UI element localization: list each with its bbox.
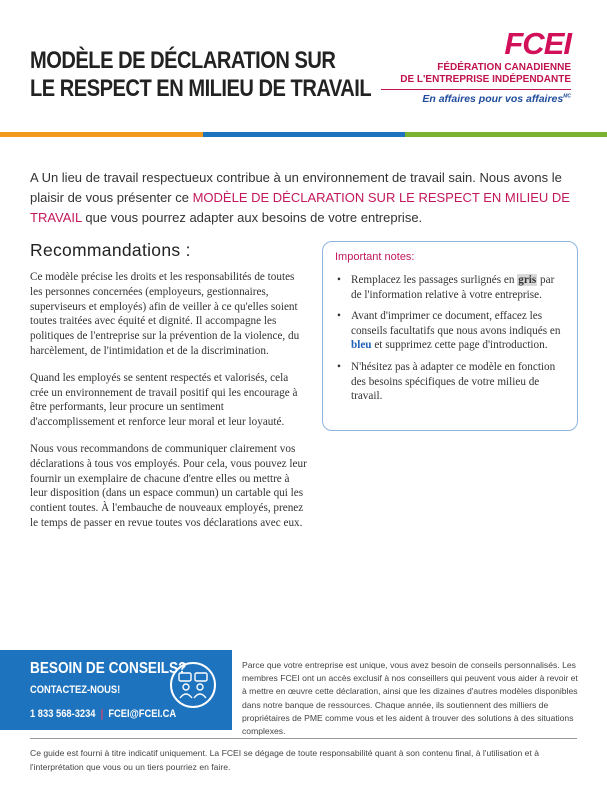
banner-subtitle: CONTACTEZ-NOUS! bbox=[30, 684, 121, 696]
advice-banner bbox=[0, 650, 232, 730]
page-title-line-1: MODÈLE DE DÉCLARATION SUR bbox=[30, 47, 336, 74]
note-item-3 bbox=[335, 360, 565, 404]
intro-text: A Un lieu de travail respectueux contribue à un environnement de travail sain. Nous avons le plaisir de vous présenter ce bbox=[30, 170, 562, 205]
logo-org-line-1: FÉDÉRATION CANADIENNE bbox=[437, 62, 571, 73]
advisor-chat-icon bbox=[170, 662, 216, 708]
contact-separator: | bbox=[100, 708, 104, 720]
intro-paragraph bbox=[30, 168, 570, 228]
logo-trademark: MC bbox=[563, 93, 571, 100]
logo-tagline-text: En affaires pour vos affaires bbox=[422, 93, 564, 105]
logo-org-name bbox=[371, 62, 571, 86]
note-1-text: Remplacez les passages surlignés en bbox=[351, 274, 518, 286]
stripe-blue bbox=[203, 132, 405, 137]
note-2-highlight: bleu bbox=[351, 339, 372, 352]
banner-contact bbox=[30, 708, 176, 720]
note-1-text-end: par de l'information relative à votre entreprise. bbox=[351, 274, 555, 301]
note-1-highlight: gris bbox=[518, 274, 537, 286]
note-item-1 bbox=[335, 273, 565, 302]
stripe-orange bbox=[0, 132, 203, 137]
note-2-text: Avant d'imprimer ce document, effacez les conseils facultatifs que nous avons indiqués en bbox=[351, 310, 561, 337]
stripe-green bbox=[405, 132, 607, 137]
note-item-2 bbox=[335, 309, 565, 353]
bullet-icon: • bbox=[337, 310, 341, 323]
banner-title: BESOIN DE CONSEILS? bbox=[30, 660, 187, 677]
intro-text-end: que vous pourrez adapter aux besoins de votre entreprise. bbox=[81, 210, 423, 225]
bullet-icon: • bbox=[337, 360, 341, 373]
recommendation-paragraph-3: Nous vous recommandons de communiquer clairement vos déclarations à tous vos employés. Pour cela, vous pouvez leur fournir un exemplaire de chacune d'entre elles ou mettre à leur disposition (dans un espace commun) un cartable qui les contient toutes. À l'embauche de nouveaux employés, prenez le temps de passer en revue toutes vos déclarations avec eux. bbox=[30, 442, 307, 529]
intro-highlight: MODÈLE DE DÉCLARATION SUR LE RESPECT EN MILIEU DE TRAVAIL bbox=[30, 190, 570, 225]
notes-list bbox=[335, 273, 565, 404]
logo-org-line-2: DE L'ENTREPRISE INDÉPENDANTE bbox=[400, 74, 571, 85]
important-notes-box bbox=[322, 241, 578, 431]
email-link[interactable]: FCEI@FCEI.CA bbox=[108, 708, 177, 720]
logo-tagline bbox=[371, 93, 571, 105]
page-title bbox=[30, 47, 374, 103]
recommendation-paragraph-2: Quand les employés se sentent respectés et valorisés, cela crée un environnement de travail positif qui les encourage à être performants, leur procure un sentiment d'accomplissement et renforce leur moral et leur loyauté. bbox=[30, 371, 298, 429]
notes-title: Important notes: bbox=[335, 251, 415, 263]
logo-divider bbox=[381, 89, 571, 90]
note-2-text-end: et supprimez cette page d'introduction. bbox=[371, 339, 548, 352]
footer-divider bbox=[30, 738, 577, 739]
footer-disclaimer: Ce guide est fourni à titre indicatif uniquement. La FCEI se dégage de toute responsabilité quant à son contenu final, à l'utilisation et à l'interprétation que vous ou un tiers pourriez en faire. bbox=[30, 748, 539, 772]
logo-mark: FCEI bbox=[504, 26, 571, 61]
bullet-icon: • bbox=[337, 274, 341, 286]
advisor-chat-icon-svg bbox=[172, 664, 214, 706]
fcei-logo bbox=[371, 28, 571, 105]
banner-description: Parce que votre entreprise est unique, vous avez besoin de conseils personnalisés. Les membres FCEI ont un accès exclusif à nos conseillers qui peuvent vous aider à revoir et à mettre en œuvre cette déclaration, ainsi que les dizaines d'autres modèles disponibles dans notre banque de ressources. Chaque année, ils soutiennent des milliers de propriétaires de PME comme vous et les aident à trouver des solutions à des situations complexes. bbox=[242, 660, 578, 737]
phone-link[interactable]: 1 833 568-3234 bbox=[30, 708, 96, 720]
recommendations-body bbox=[30, 270, 308, 543]
note-3-text: N'hésitez pas à adapter ce modèle en fonction des besoins spécifiques de votre milieu de travail. bbox=[351, 360, 556, 403]
recommendations-heading: Recommandations : bbox=[30, 240, 191, 260]
page-title-line-2: LE RESPECT EN MILIEU DE TRAVAIL bbox=[30, 75, 372, 102]
recommendation-paragraph-1: Ce modèle précise les droits et les responsabilités de toutes les personnes concernées (employeurs, gestionnaires, superviseurs et employés) afin de veiller à ce qu'elles soient toutes traitées avec équité et dignité. Il accompagne les politiques de l'entreprise sur la prévention de la violence, du harcèlement, de l'intimidation et de la discrimination. bbox=[30, 271, 300, 357]
